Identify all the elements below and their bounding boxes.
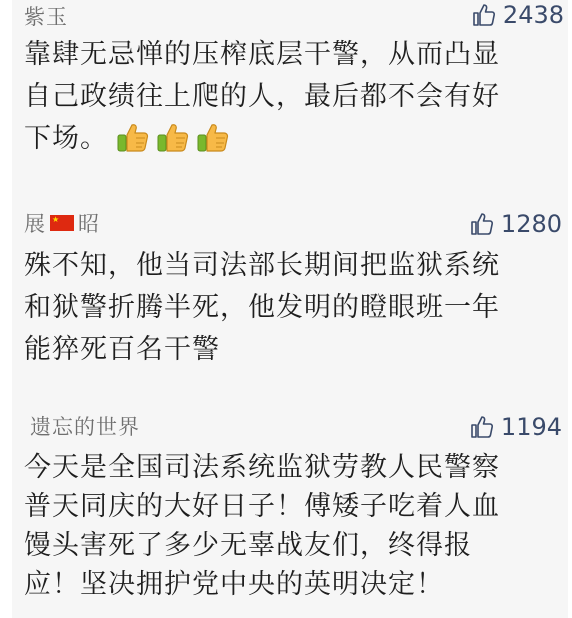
thumbs-up-emoji-icon bbox=[116, 121, 150, 153]
comment-username[interactable]: 遗忘的世界 bbox=[30, 415, 140, 439]
comment-text bbox=[24, 245, 558, 371]
comment-line: 应！坚决拥护党中央的英明决定！ bbox=[24, 569, 444, 600]
comment-line: 能猝死百名干警 bbox=[24, 334, 220, 365]
comment-line: 自己政绩往上爬的人，最后都不会有好 bbox=[24, 81, 500, 112]
like-count: 1280 bbox=[500, 210, 562, 238]
comment-line: 普天同庆的大好日子！傅矮子吃着人血 bbox=[24, 491, 500, 522]
like-button[interactable] bbox=[471, 0, 564, 30]
comment-line: 和狱警折腾半死，他发明的瞪眼班一年 bbox=[24, 292, 500, 323]
comment-text bbox=[24, 34, 558, 160]
like-button[interactable] bbox=[469, 209, 562, 239]
comment-text bbox=[24, 448, 558, 604]
comments-panel bbox=[12, 0, 568, 618]
thumbs-up-emoji-group bbox=[116, 121, 230, 153]
comment-line: 馒头害死了多少无辜战友们，终得报 bbox=[24, 530, 472, 561]
comment-line: 殊不知，他当司法部长期间把监狱系统 bbox=[24, 250, 500, 281]
thumbs-up-emoji-icon bbox=[156, 121, 190, 153]
like-button[interactable] bbox=[469, 412, 562, 442]
like-count: 2438 bbox=[502, 1, 564, 29]
thumbs-up-icon bbox=[469, 414, 495, 440]
comment-line: 靠肆无忌惮的压榨底层干警，从而凸显 bbox=[24, 39, 500, 70]
thumbs-up-emoji-icon bbox=[196, 121, 230, 153]
comment-line: 今天是全国司法系统监狱劳教人民警察 bbox=[24, 452, 500, 483]
comment-card bbox=[12, 205, 568, 395]
username-part: 展 bbox=[24, 212, 46, 236]
thumbs-up-icon bbox=[469, 211, 495, 237]
comment-card bbox=[12, 408, 568, 618]
username-part: 昭 bbox=[78, 212, 100, 236]
comment-card bbox=[12, 0, 568, 190]
like-count: 1194 bbox=[500, 413, 562, 441]
comment-username[interactable] bbox=[24, 209, 100, 237]
comment-username[interactable]: 紫玉 bbox=[24, 5, 68, 29]
china-flag-icon: ★ bbox=[50, 215, 74, 231]
comment-line: 下场。 bbox=[24, 123, 108, 154]
thumbs-up-icon bbox=[471, 2, 497, 28]
